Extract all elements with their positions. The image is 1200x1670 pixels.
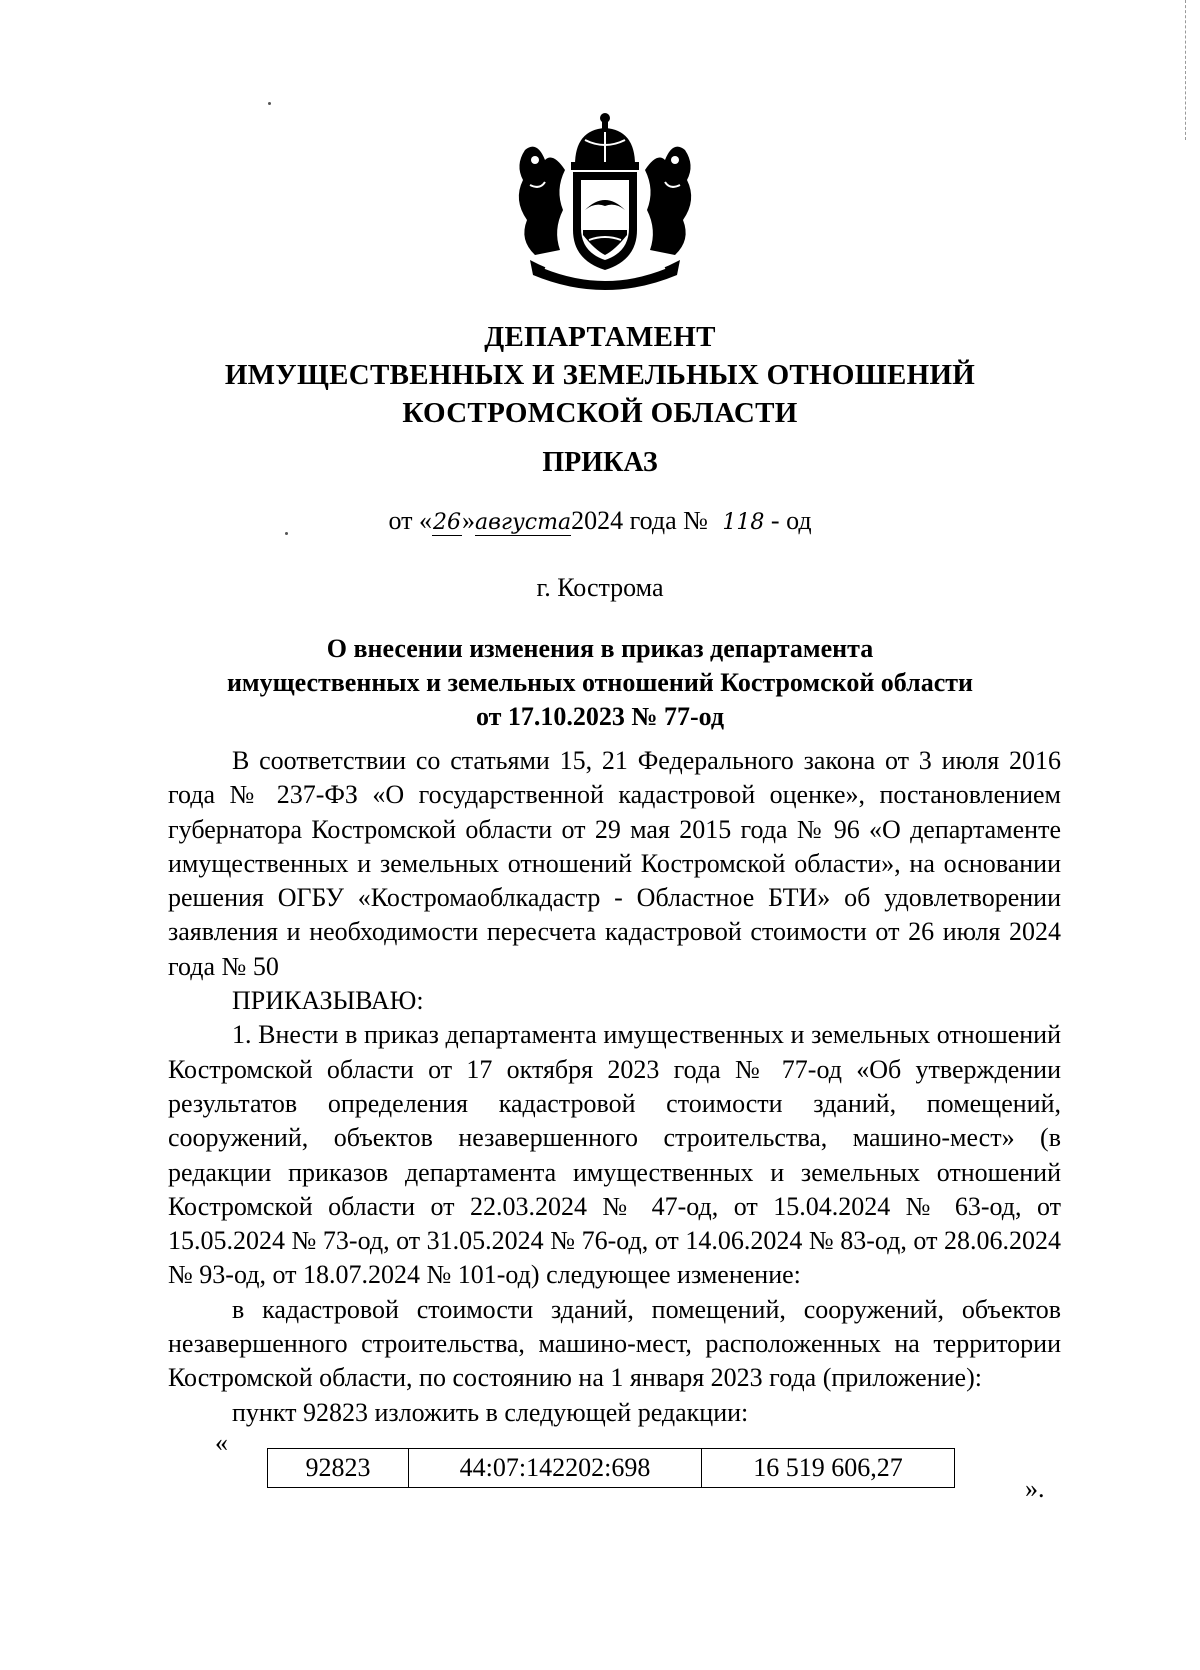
order-year: 2024 года №: [571, 506, 708, 535]
amendment-quote-open: «: [215, 1428, 228, 1457]
cell-item-number: 92823: [268, 1449, 409, 1488]
body-decree-word: ПРИКАЗЫВАЮ:: [232, 986, 424, 1016]
body-item-1-instruction: пункт 92823 изложить в следующей редакции:: [232, 1397, 749, 1427]
order-title: ПРИКАЗ: [542, 447, 658, 478]
city-line: г. Кострома: [536, 573, 664, 602]
order-prefix: от «: [388, 506, 432, 535]
order-day-handwritten: 26: [432, 510, 461, 535]
department-header: [0, 318, 1200, 432]
body-preamble: В соответствии со статьями 15, 21 Федерального закона от 3 июля 2016 года № 237-ФЗ «О государственной кадастровой оценке», постановлением губернатора Костромской области от 29 мая 2015 года № 96 «О департаменте имущественных и земельных отношений Костромской области», на основании решения ОГБУ «Костромаоблкадастр - Областное БТИ» об удовлетворении заявления и необходимости пересчета кадастровой стоимости от 26 июля 2024 года № 50: [168, 746, 1061, 981]
department-header-line2: ИМУЩЕСТВЕННЫХ И ЗЕМЕЛЬНЫХ ОТНОШЕНИЙ: [224, 359, 976, 391]
coat-of-arms-emblem: [505, 110, 705, 295]
body-item-1-scope: в кадастровой стоимости зданий, помещений, сооружений, объектов незавершенного строительства, машино-мест, расположенных на территории Костромской области, по состоянию на 1 января 2023 года (приложение):: [168, 1294, 1061, 1393]
body-item-1: 1. Внести в приказ департамента имущественных и земельных отношений Костромской области от 17 октября 2023 года № 77-од «Об утверждении результатов определения кадастровой стоимости зданий, помещений, сооружений, объектов незавершенного строительства, машино-мест» (в редакции приказов департамента имущественных и земельных отношений Костромской области от 22.03.2024 № 47-од, от 15.04.2024 № 63-од, от 15.05.2024 № 73-од, от 31.05.2024 № 76-од, от 14.06.2024 № 83-од, от 28.06.2024 № 93-од, от 18.07.2024 № 101-од) следующее изменение:: [168, 1020, 1061, 1290]
amendment-quote-close: ».: [1025, 1474, 1045, 1503]
subject-line1: О внесении изменения в приказ департамента: [326, 634, 874, 663]
cell-cadastral-number: 44:07:142202:698: [409, 1449, 702, 1488]
order-month-handwritten: августа: [474, 510, 572, 535]
amendment-block: [215, 1428, 1055, 1508]
table-row: [268, 1449, 955, 1488]
order-mid: »: [461, 506, 475, 535]
cell-cadastral-value: 16 519 606,27: [702, 1449, 955, 1488]
subject-line3: от 17.10.2023 № 77-од: [475, 702, 725, 731]
order-number-handwritten: 118: [722, 510, 765, 535]
order-subject: [0, 632, 1200, 734]
department-header-line3: КОСТРОМСКОЙ ОБЛАСТИ: [402, 397, 798, 429]
scan-edge-marks: [1181, 0, 1186, 140]
order-date-number-line: [0, 506, 1200, 536]
order-body: [168, 744, 1061, 1430]
order-suffix: - од: [770, 506, 812, 535]
subject-line2: имущественных и земельных отношений Костромской области: [226, 668, 974, 697]
scan-speck: [268, 102, 271, 105]
department-header-line1: ДЕПАРТАМЕНТ: [484, 321, 716, 353]
amendment-table: [267, 1448, 955, 1488]
